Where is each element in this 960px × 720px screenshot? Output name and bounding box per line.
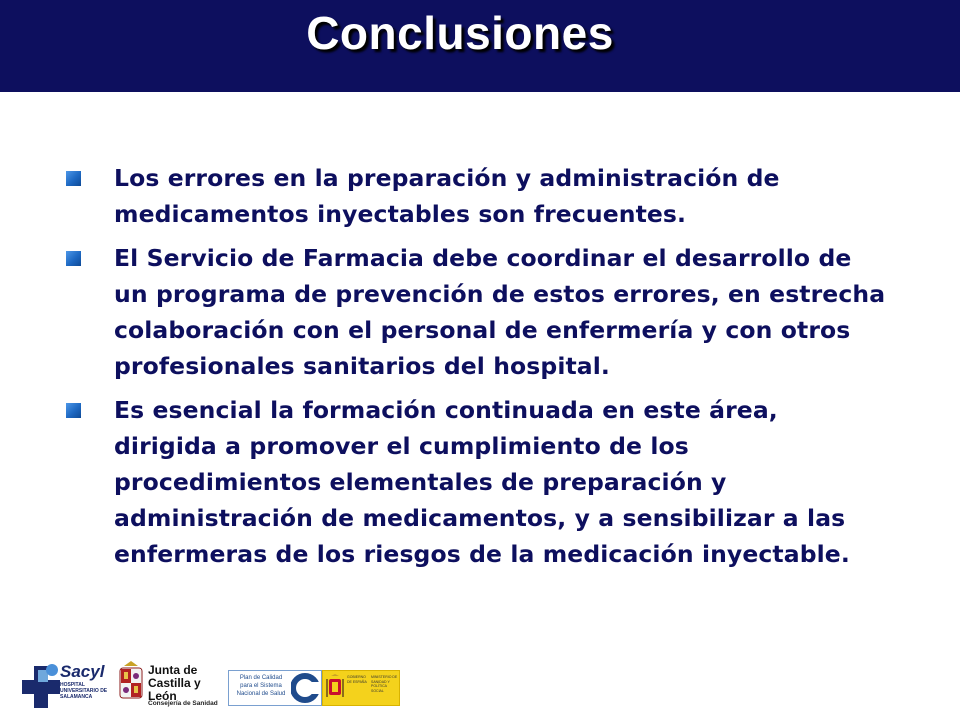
- plan-c-symbol-icon: [291, 673, 319, 703]
- ministerio-text: MINISTERIO DE SANIDAD Y POLÍTICA SOCIAL: [371, 675, 398, 693]
- footer-logos: [22, 660, 402, 712]
- coat-of-arms-icon: [116, 660, 146, 712]
- sacyl-logo: [22, 660, 110, 712]
- sacyl-name: Sacyl: [60, 662, 105, 681]
- slide-title: Conclusiones: [306, 7, 614, 59]
- bullet-item: [66, 160, 886, 232]
- gobierno-text: GOBIERNO DE ESPAÑA: [347, 675, 367, 684]
- slide-header: [0, 0, 960, 92]
- square-bullet-icon: [66, 171, 81, 186]
- bullet-list: [66, 160, 886, 580]
- jcyl-subtitle: Consejería de Sanidad: [148, 700, 218, 707]
- spain-coat-of-arms-icon: [325, 673, 345, 703]
- plan-text: Plan de Calidad para el Sistema Nacional de Salud: [236, 675, 286, 697]
- bullet-item: [66, 240, 886, 384]
- bullet-item: [66, 392, 886, 572]
- bullet-text: El Servicio de Farmacia debe coordinar el desarrollo de un programa de prevención de estos errores, en estrecha colaboración con el personal de enfermería y con otros profesionales sanitarios del hospital.: [114, 244, 886, 380]
- junta-castilla-leon-logo: [116, 660, 226, 712]
- sacyl-cross-icon: [22, 660, 62, 712]
- plan-calidad-logo: [228, 670, 322, 706]
- sacyl-subtitle: HOSPITAL UNIVERSITARIO DE SALAMANCA: [60, 682, 108, 700]
- jcyl-name: Junta de Castilla y León: [148, 663, 201, 703]
- square-bullet-icon: [66, 251, 81, 266]
- gobierno-espana-logo: [322, 670, 400, 706]
- bullet-text: Es esencial la formación continuada en este área, dirigida a promover el cumplimiento de los procedimientos elementales de preparación y administración de medicamentos, y a sensibilizar a las enfermeras de los riesgos de la medicación inyectable.: [114, 396, 850, 568]
- square-bullet-icon: [66, 403, 81, 418]
- bullet-text: Los errores en la preparación y administración de medicamentos inyectables son frecuentes.: [114, 164, 780, 228]
